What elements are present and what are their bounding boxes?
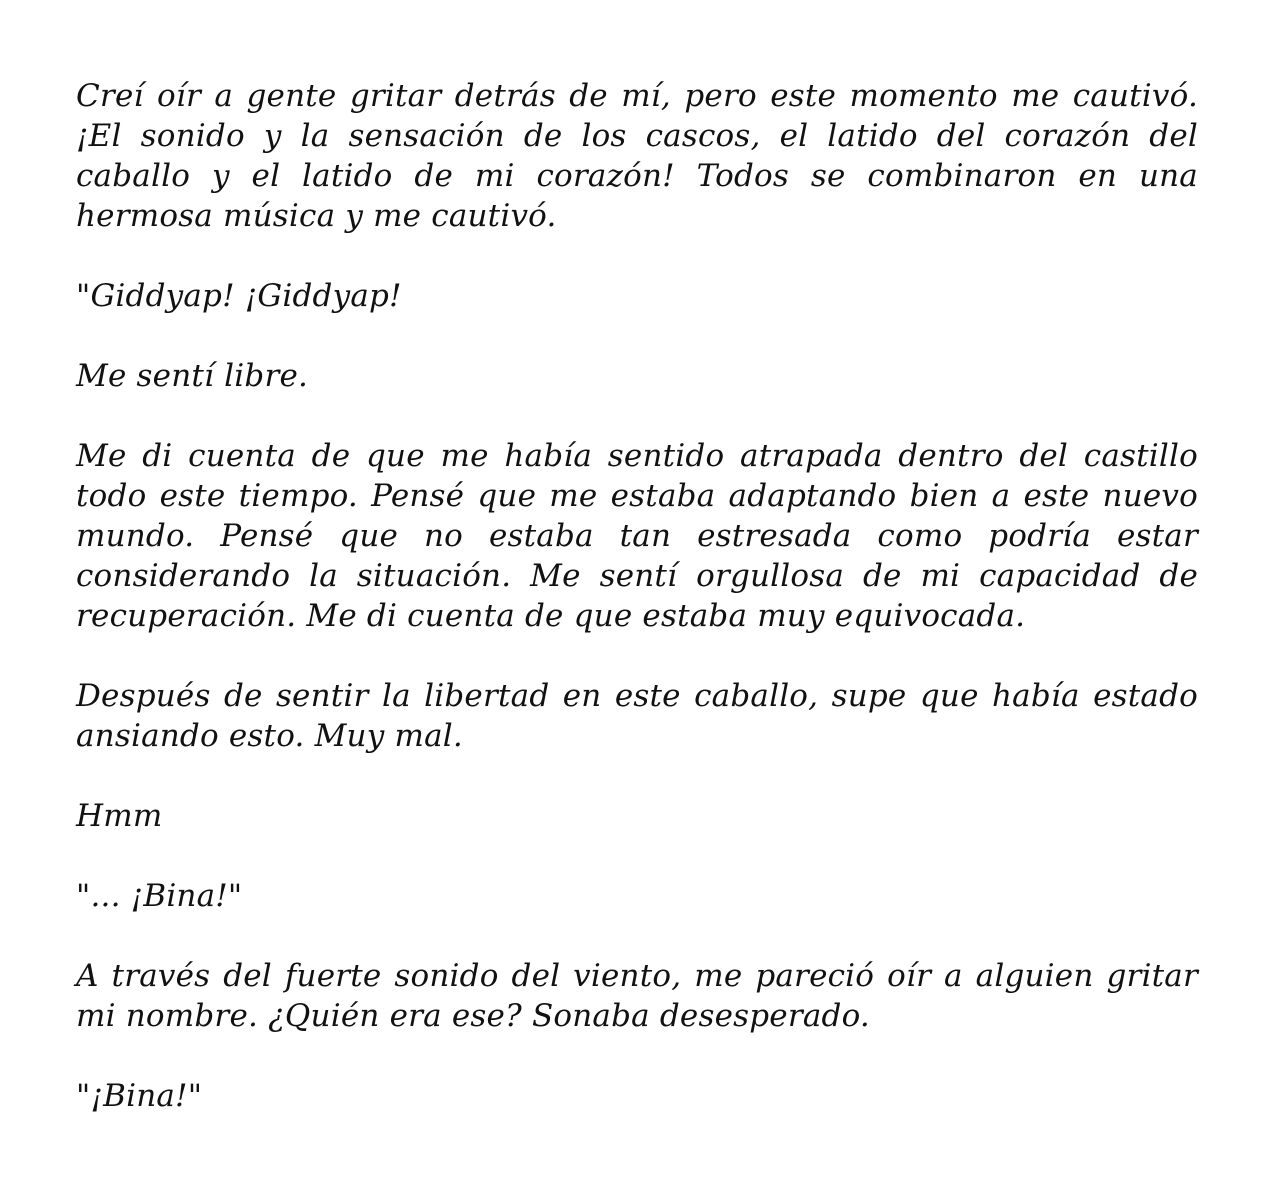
paragraph-1: Creí oír a gente gritar detrás de mí, pero este momento me cautivó. ¡El sonido y la sensación de los cascos, el latido del corazón del caballo y el latido de mi corazón! Todos se combinaron en una hermosa música y me cautivó. <box>76 78 1198 234</box>
paragraph-8: A través del fuerte sonido del viento, me pareció oír a alguien gritar mi nombre. ¿Quién era ese? Sonaba desesperado. <box>76 958 1198 1034</box>
paragraph-3: Me sentí libre. <box>76 358 309 394</box>
paragraph-2: "Giddyap! ¡Giddyap! <box>76 278 402 314</box>
paragraph-7: "... ¡Bina!" <box>76 878 243 914</box>
paragraph-6: Hmm <box>76 798 163 834</box>
document-page <box>76 76 1198 1116</box>
paragraph-9: "¡Bina!" <box>76 1078 203 1114</box>
paragraph-5: Después de sentir la libertad en este caballo, supe que había estado ansiando esto. Muy mal. <box>76 678 1198 754</box>
paragraph-4: Me di cuenta de que me había sentido atrapada dentro del castillo todo este tiempo. Pensé que me estaba adaptando bien a este nuevo mundo. Pensé que no estaba tan estresada como podría estar considerando la situación. Me sentí orgullosa de mi capacidad de recuperación. Me di cuenta de que estaba muy equivocada. <box>76 438 1198 634</box>
